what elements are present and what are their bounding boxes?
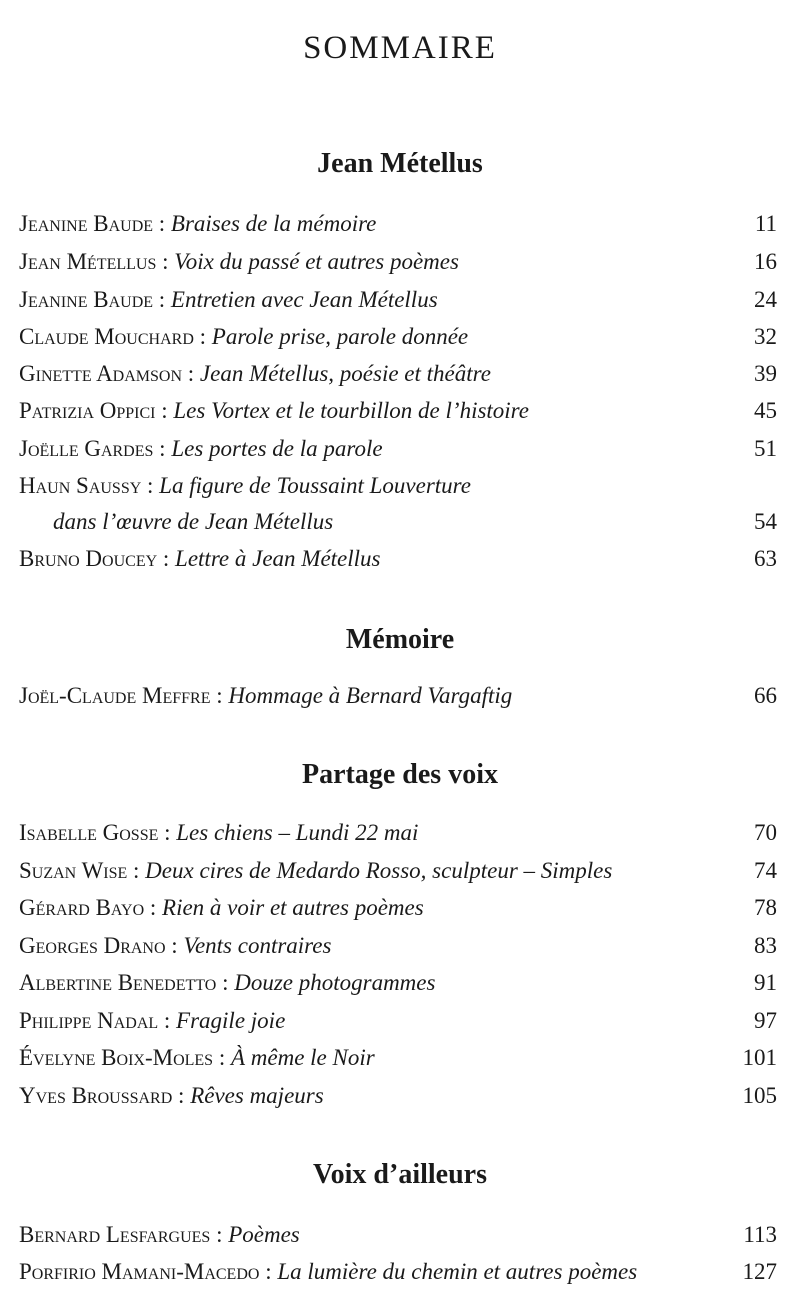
entry-title: Jean Métellus, poésie et théâtre — [199, 361, 491, 386]
entry-page-number: 45 — [754, 398, 777, 423]
entry-page-number: 70 — [754, 820, 777, 845]
entry-title: Lettre à Jean Métellus — [175, 546, 381, 571]
entry-author: Claude Mouchard — [19, 324, 194, 349]
entry-author: Ginette Adamson — [19, 361, 183, 386]
entry-title: La figure de Toussaint Louverture — [159, 473, 471, 498]
entry-page-number: 97 — [754, 1008, 777, 1033]
entry-page-number: 24 — [754, 287, 777, 312]
toc-entry — [19, 282, 777, 318]
entry-author: Georges Drano — [19, 933, 166, 958]
entry-page-number: 16 — [754, 249, 777, 274]
entry-separator: : — [153, 211, 171, 236]
toc-entry — [19, 1040, 777, 1076]
toc-entry — [19, 393, 777, 429]
entry-separator: : — [144, 895, 163, 920]
entry-separator: : — [210, 683, 229, 708]
entry-separator: : — [193, 324, 212, 349]
page-title: SOMMAIRE — [303, 30, 497, 66]
toc-entry — [19, 678, 777, 714]
toc-entry — [19, 1003, 777, 1039]
entry-separator: : — [259, 1259, 278, 1284]
toc-entry — [19, 319, 777, 355]
entry-separator: : — [153, 436, 172, 461]
entry-separator: : — [213, 1045, 231, 1070]
entry-separator: : — [172, 1083, 191, 1108]
section-heading-memoire: Mémoire — [345, 624, 455, 655]
entry-page-number: 39 — [754, 361, 777, 386]
entry-title: Poèmes — [228, 1222, 300, 1247]
entry-title: À même le Noir — [230, 1045, 375, 1070]
entry-title: Braises de la mémoire — [170, 211, 377, 236]
toc-entry — [19, 431, 777, 467]
entry-separator: : — [216, 970, 235, 995]
entry-separator: : — [158, 820, 177, 845]
entry-title: Les Vortex et le tourbillon de l’histoire — [173, 398, 529, 423]
toc-entry — [19, 928, 777, 964]
entry-separator: : — [157, 546, 176, 571]
toc-entry — [19, 1078, 777, 1114]
entry-separator: : — [182, 361, 200, 386]
entry-separator: : — [155, 398, 174, 423]
entry-page-number: 11 — [754, 211, 777, 236]
entry-author: Patrizia Oppici — [19, 398, 156, 423]
entry-title: Deux cires de Medardo Rosso, sculpteur – Simples — [145, 858, 613, 883]
entry-author: Bernard Lesfargues — [19, 1222, 211, 1247]
entry-page-number: 32 — [754, 324, 777, 349]
entry-separator: : — [141, 473, 160, 498]
entry-title: Les portes de la parole — [171, 436, 383, 461]
entry-page-number: 74 — [754, 858, 777, 883]
entry-author: Évelyne Boix-Moles — [19, 1045, 214, 1070]
entry-title: Entretien avec Jean Métellus — [170, 287, 438, 312]
toc-entry — [19, 541, 777, 577]
entry-page-number: 91 — [754, 970, 777, 995]
toc-entry — [19, 815, 777, 851]
entry-author: Philippe Nadal — [19, 1008, 159, 1033]
entry-page-number: 51 — [754, 436, 777, 461]
entry-title: Vents contraires — [183, 933, 332, 958]
entry-separator: : — [210, 1222, 229, 1247]
entry-title: Rêves majeurs — [190, 1083, 324, 1108]
entry-page-number: 66 — [754, 683, 777, 708]
entry-author: Bruno Doucey — [19, 546, 158, 571]
entry-author: Porfirio Mamani-Macedo — [19, 1259, 260, 1284]
toc-entry — [19, 206, 777, 242]
entry-title: Douze photogrammes — [234, 970, 436, 995]
entry-title: Parole prise, parole donnée — [211, 324, 469, 349]
entry-page-number: 105 — [742, 1083, 777, 1108]
entry-page-number: 127 — [742, 1259, 777, 1284]
entry-author: Yves Broussard — [19, 1083, 173, 1108]
entry-author: Jeanine Baude — [19, 211, 154, 236]
entry-separator: : — [156, 249, 175, 274]
entry-page-number: 63 — [754, 546, 777, 571]
entry-author: Joëlle Gardes — [19, 436, 154, 461]
toc-entry — [19, 890, 777, 926]
entry-author: Albertine Benedetto — [19, 970, 217, 995]
entry-title: La lumière du chemin et autres poèmes — [277, 1259, 638, 1284]
entry-author: Jean Métellus — [19, 249, 157, 274]
entry-separator: : — [127, 858, 146, 883]
section-heading-voix-dailleurs: Voix d’ailleurs — [313, 1159, 487, 1190]
entry-page-number: 83 — [754, 933, 777, 958]
toc-entry — [19, 853, 777, 889]
entry-title-continuation: dans l’œuvre de Jean Métellus — [53, 509, 334, 534]
entry-title: Voix du passé et autres poèmes — [174, 249, 459, 274]
entry-title: Les chiens – Lundi 22 mai — [176, 820, 419, 845]
entry-author: Jeanine Baude — [19, 287, 154, 312]
entry-author: Gérard Bayo — [19, 895, 145, 920]
entry-page-number: 101 — [742, 1045, 777, 1070]
entry-title: Hommage à Bernard Vargaftig — [228, 683, 513, 708]
toc-entry — [19, 965, 777, 1001]
entry-author: Haun Saussy — [19, 473, 142, 498]
entry-title: Rien à voir et autres poèmes — [162, 895, 424, 920]
toc-entry — [19, 244, 777, 280]
entry-author: Suzan Wise — [19, 858, 128, 883]
entry-title: Fragile joie — [176, 1008, 286, 1033]
section-heading-partage-des-voix: Partage des voix — [302, 759, 498, 790]
entry-author: Isabelle Gosse — [19, 820, 159, 845]
entry-page-number: 54 — [754, 509, 777, 534]
section-heading-jean-metellus: Jean Métellus — [317, 148, 483, 179]
entry-separator: : — [165, 933, 184, 958]
entry-page-number: 78 — [754, 895, 777, 920]
entry-separator: : — [158, 1008, 177, 1033]
entry-author: Joël-Claude Meffre — [19, 683, 211, 708]
toc-entry — [19, 468, 777, 540]
toc-entry — [19, 1254, 777, 1290]
entry-page-number: 113 — [743, 1222, 777, 1247]
toc-entry — [19, 1217, 777, 1253]
toc-entry — [19, 356, 777, 392]
entry-separator: : — [153, 287, 171, 312]
